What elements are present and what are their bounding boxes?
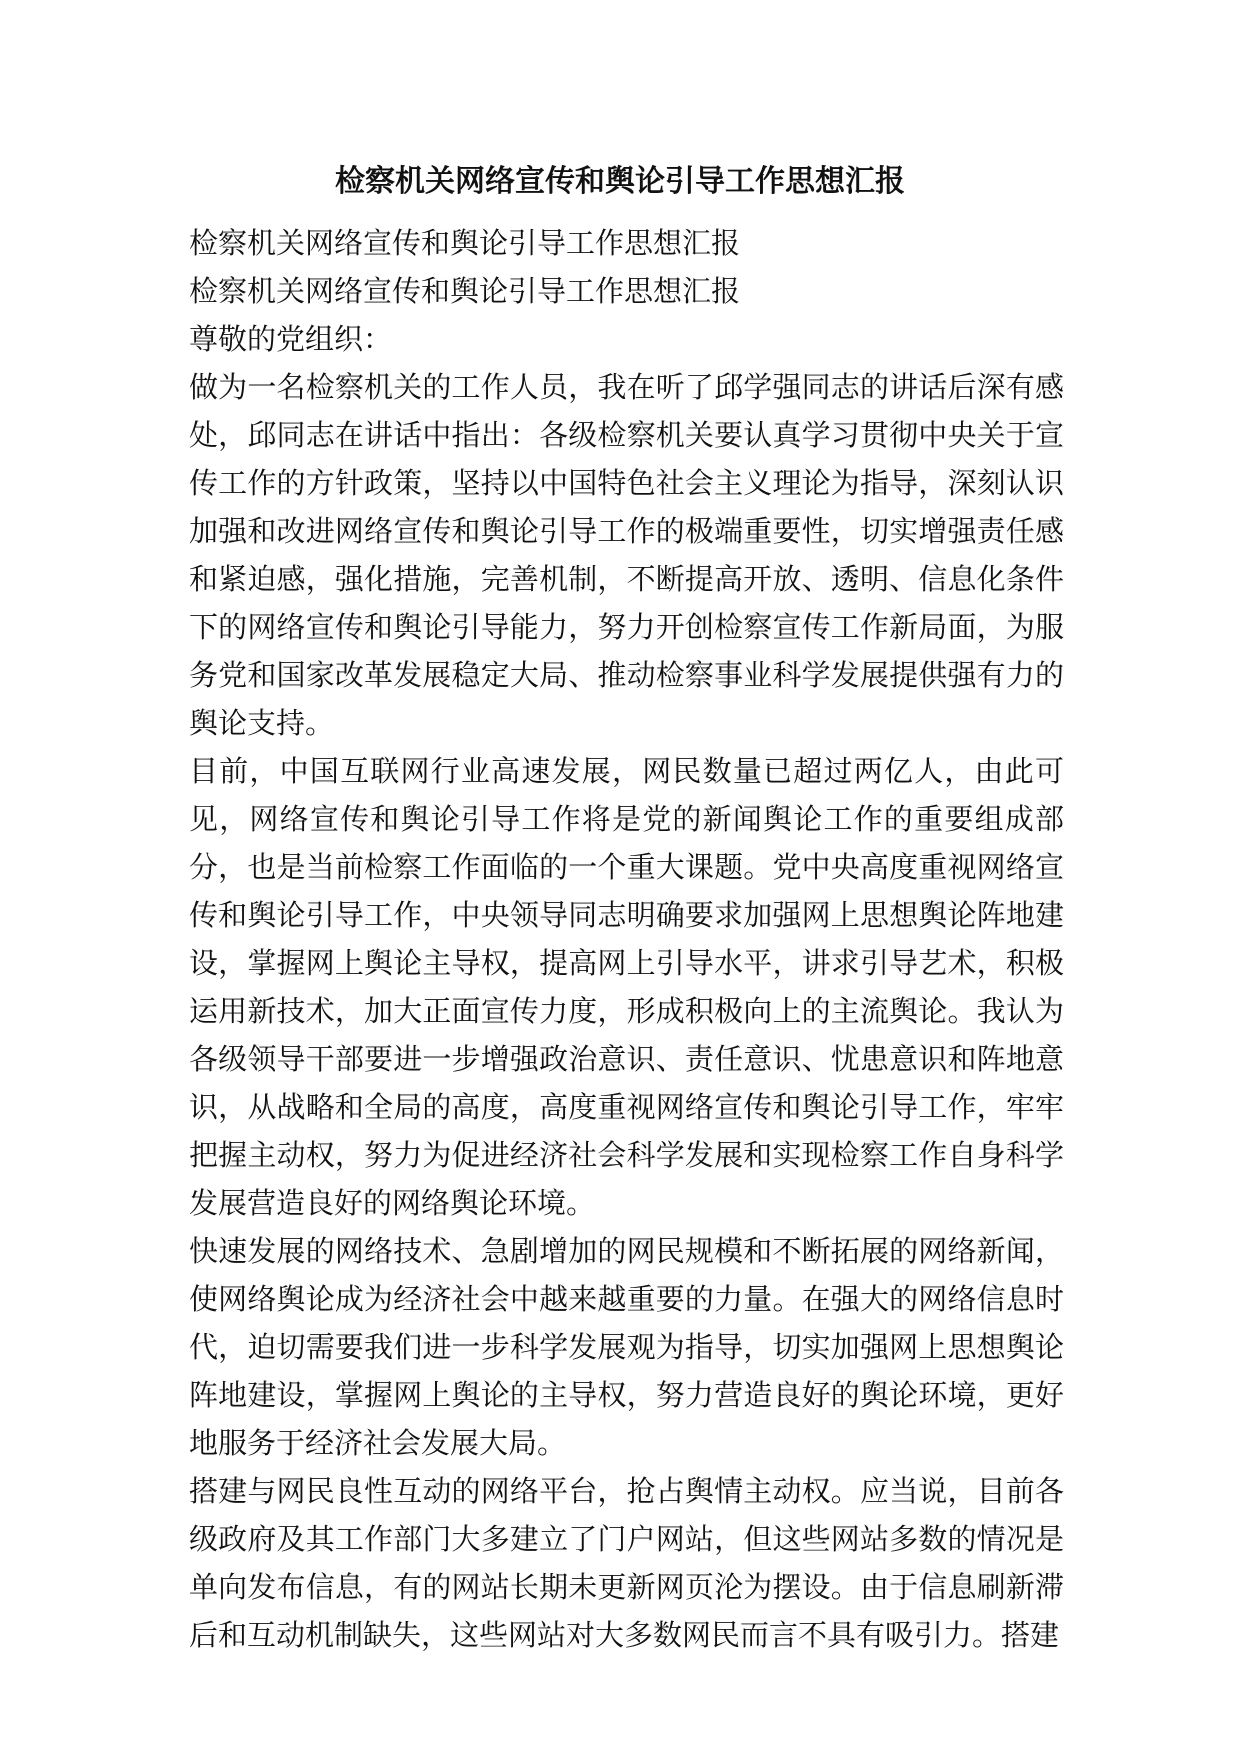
body-paragraph: 搭建与网民良性互动的网络平台，抢占舆情主动权。应当说，目前各级政府及其工作部门大多建立了门户网站，但这些网站多数的情况是单向发布信息，有的网站长期未更新网页沦为摆设。由于信息刷新滞后和互动机制缺失，这些网站对大多数网民而言不具有吸引力。搭建 [189,1474,1064,1652]
subtitle-line: 检察机关网络宣传和舆论引导工作思想汇报 [189,226,741,260]
body-paragraph: 做为一名检察机关的工作人员，我在听了邱学强同志的讲话后深有感处，邱同志在讲话中指出：各级检察机关要认真学习贯彻中央关于宣传工作的方针政策，坚持以中国特色社会主义理论为指导，深刻认识加强和改进网络宣传和舆论引导工作的极端重要性，切实增强责任感和紧迫感，强化措施，完善机制，不断提高开放、透明、信息化条件下的网络宣传和舆论引导能力，努力开创检察宣传工作新局面，为服务党和国家改革发展稳定大局、推动检察事业科学发展提供强有力的舆论支持。 [189,370,1064,740]
document-title: 检察机关网络宣传和舆论引导工作思想汇报 [335,164,905,199]
document-body [189,219,1064,1659]
salutation: 尊敬的党组织： [189,322,393,356]
subtitle-line: 检察机关网络宣传和舆论引导工作思想汇报 [189,274,741,308]
body-paragraph: 目前，中国互联网行业高速发展，网民数量已超过两亿人，由此可见，网络宣传和舆论引导工作将是党的新闻舆论工作的重要组成部分，也是当前检察工作面临的一个重大课题。党中央高度重视网络宣传和舆论引导工作，中央领导同志明确要求加强网上思想舆论阵地建设，掌握网上舆论主导权，提高网上引导水平，讲求引导艺术，积极运用新技术，加大正面宣传力度，形成积极向上的主流舆论。我认为各级领导干部要进一步增强政治意识、责任意识、忧患意识和阵地意识，从战略和全局的高度，高度重视网络宣传和舆论引导工作，牢牢把握主动权，努力为促进经济社会科学发展和实现检察工作自身科学发展营造良好的网络舆论环境。 [189,754,1064,1220]
body-paragraph: 快速发展的网络技术、急剧增加的网民规模和不断拓展的网络新闻，使网络舆论成为经济社会中越来越重要的力量。在强大的网络信息时代，迫切需要我们进一步科学发展观为指导，切实加强网上思想舆论阵地建设，掌握网上舆论的主导权，努力营造良好的舆论环境，更好地服务于经济社会发展大局。 [189,1234,1064,1460]
